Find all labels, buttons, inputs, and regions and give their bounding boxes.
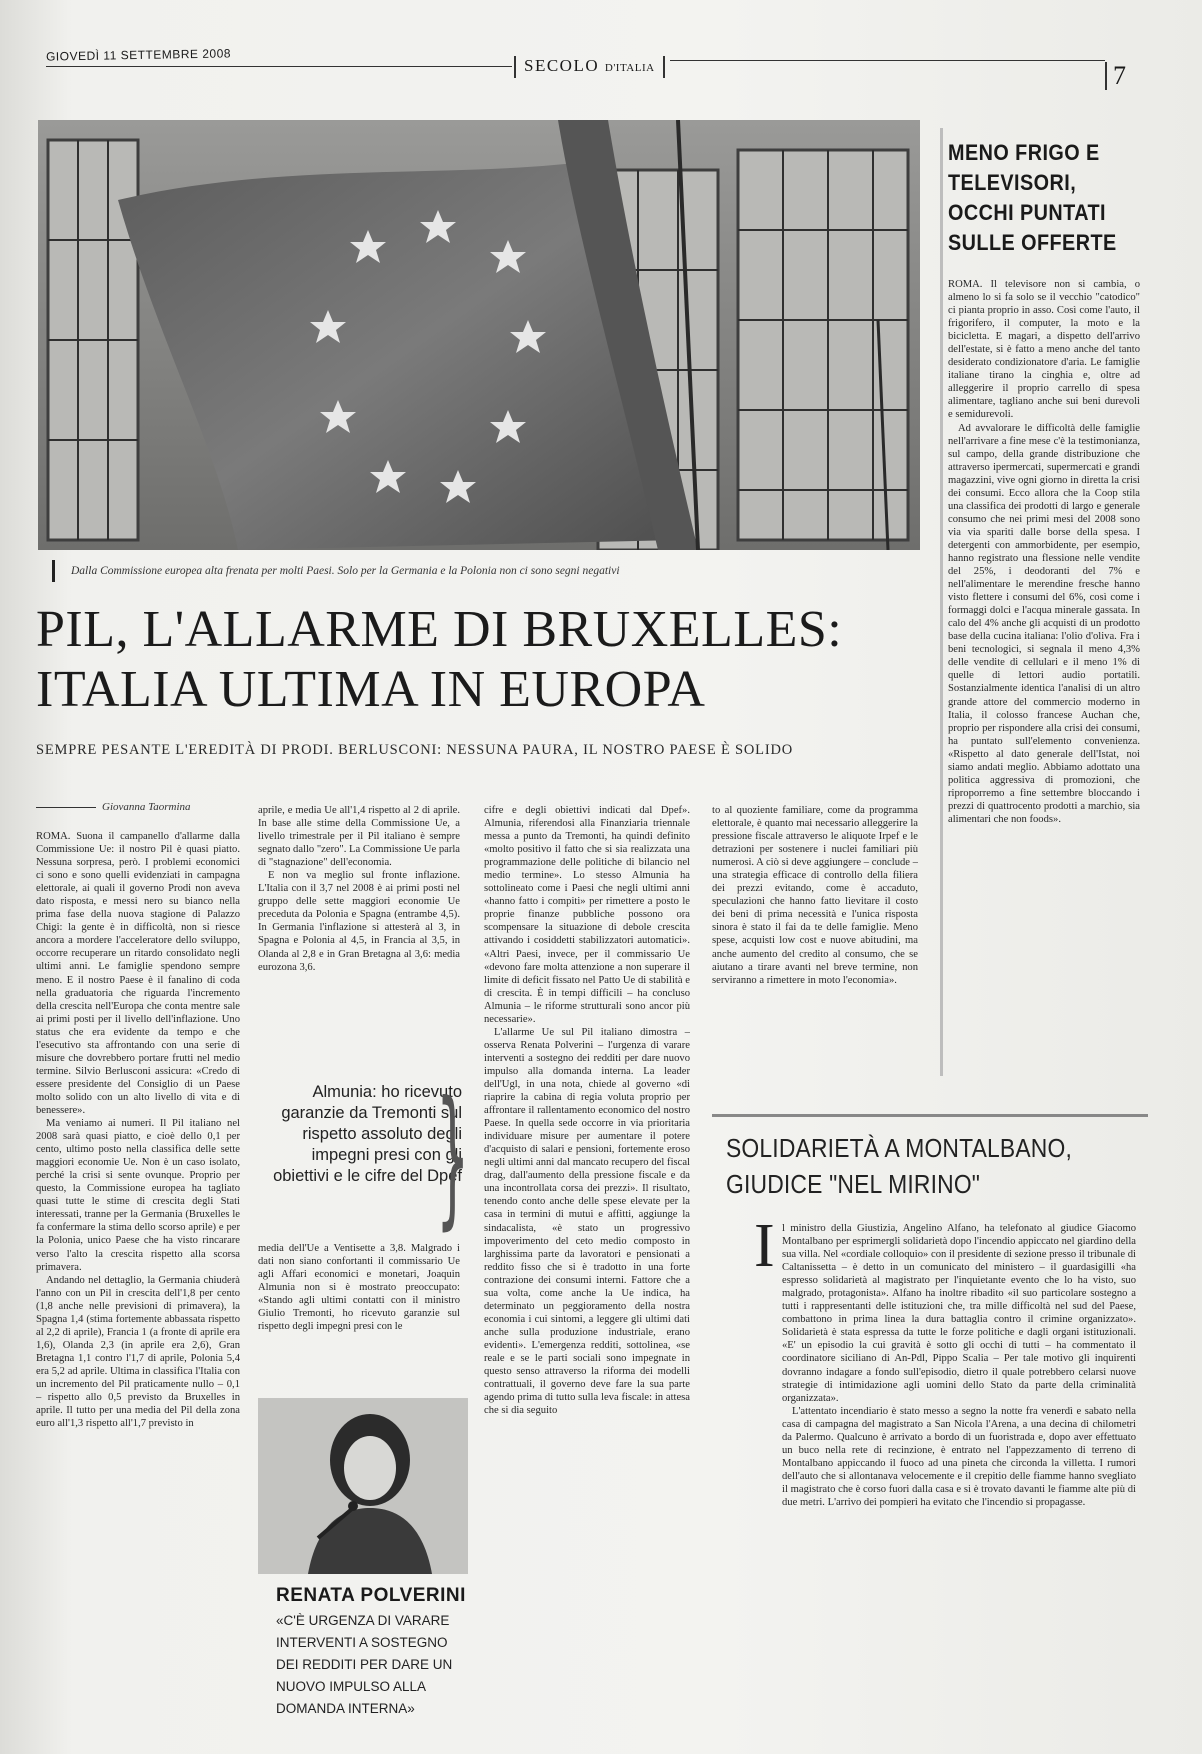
masthead-rule-right	[670, 60, 1105, 61]
drop-cap: I	[754, 1212, 775, 1280]
montalbano-title-line-2: GIUDICE "NEL MIRINO"	[726, 1169, 981, 1199]
headline-line-1: PIL, L'ALLARME DI BRUXELLES:	[36, 601, 843, 658]
article-column-2	[258, 804, 460, 1066]
montalbano-title-line-1: SOLIDARIETÀ A MONTALBANO,	[726, 1133, 1072, 1163]
renata-polverini-photo	[258, 1398, 468, 1574]
page-number: 7	[1105, 62, 1126, 90]
paper-name-main: SECOLO	[524, 56, 600, 75]
montalbano-paragraph: l ministro della Giustizia, Angelino Alfano, ha telefonato al giudice Giacomo Montalbano per esprimergli solidarietà dopo l'incendio appiccato nel giardino della sua villa. Nel «cordiale colloquio» con il presidente di sezione presso il tribunale di Caltanissetta – è detto in un comunicato del ministero – il guardasigilli «ha espresso solidarietà al magistrato per l'inquietante evento che lo ha visto, suo malgrado, protagonista». Alfano ha inoltre ribadito «il suo particolare sostegno a tutti i rappresentanti delle istituzioni che, tra mille difficoltà nel sud del Paese, combattono in prima linea la dura battaglia contro il crimine organizzato». Solidarietà è stata espressa da tutte le forze politiche e dagli organi istituzionali. «E' un episodio la cui gravità è sotto gli occhi di tutti – ha commentato il coordinatore siciliano di An-Pdl, Pippo Scalia – Per tale motivo gli inquirenti dovranno indagare a fondo sull'episodio, dietro il quale potrebbero celarsi nuove strategie di intimidazione agli uomini dello Stato da parte della criminalità organizzata».	[782, 1223, 1136, 1404]
eu-flag-photo	[38, 120, 920, 550]
issue-date: GIOVEDÌ 11 SETTEMBRE 2008	[45, 46, 232, 64]
sidebar-title: MENO FRIGO E TELEVISORI, OCCHI PUNTATI SULLE OFFERTE	[948, 140, 1117, 255]
polverini-quote: «C'È URGENZA DI VARARE INTERVENTI A SOSTEGNO DEI REDDITI PER DARE UN NUOVO IMPULSO ALLA DOMANDA INTERNA»	[276, 1613, 453, 1716]
article-paragraph: ROMA. Suona il campanello d'allarme dalla Commissione Ue: il nostro Pil è quasi piatto. Nessuna sorpresa, però. I problemi economici ci sono e sono quelli evidenziati in campagna elettorale, ai quali il governo Prodi non aveva dato risposta, e messi nero su bianco nella prima fase della nuova stagione di Palazzo Chigi: la gente è in difficoltà, non si riesce ancora a mordere l'acceleratore dello sviluppo, occorre recuperare un ritardo consolidato negli ultimi anni. Le famiglie spendono sempre meno. E il nostro Paese è il fanalino di coda nella graduatoria che riguarda l'incremento della crescita nell'Europa che conta mentre sale ai primi posti per il livello dell'inflazione. Uno status che era evidente da tempo e che l'esecutivo sta affrontando con una serie di misure che dovrebbero portare frutti nel medio termine. Silvio Berlusconi assicura: «Credo di essere presidente del Consiglio di un Paese molto solido con un alto livello di vita e di benessere».	[36, 831, 240, 1116]
byline	[36, 801, 216, 813]
headline-line-2: ITALIA ULTIMA IN EUROPA	[36, 661, 706, 718]
sidebar-paragraph: ROMA. Il televisore non si cambia, o almeno lo si fa solo se il vecchio "catodico" ci pianta proprio in asso. Così come l'auto, il frigorifero, il computer, la moto e la bicicletta. E magari, a dispetto dell'arrivo dell'estate, si è fatto a meno anche del tanto desiderato condizionatore d'aria. Le famiglie italiane tirano la cinghia e, oltre ad alleggerire il proprio carrello di spesa alimentare, tagliano anche sui beni durevoli e semidurevoli.	[948, 279, 1140, 421]
article-column-2-cont	[258, 1242, 460, 1388]
article-column-3	[484, 804, 690, 1680]
article-paragraph: L'allarme Ue sul Pil italiano dimostra – osserva Renata Polverini – l'urgenza di varare interventi a sostegno dei redditi per dare nuovo impulso alla domanda interna. La leader dell'Ugl, in una nota, chiede al governo «di riaprire la cabina di regia voluta proprio per affrontare il rallentamento economico del nostro Paese. In quella sede occorre in via prioritaria individuare misure per aumentare il potere d'acquisto di salari e pensioni, fortemente eroso negli ultimi anni dal mancato recupero del fiscal drag, dall'aumento della pressione fiscale e da una incontrollata corsa dei prezzi». Il risultato, tenendo conto anche delle spese elevate per la casa in termini di mutui e affitti, aggiunge la sindacalista, «è stato un progressivo impoverimento del ceto medio composto in larghissima parte da lavoratori e pensionati a reddito fisso che si è tradotto in una forte contrazione dei consumi interni. Fattore che a sua volta, come anche la Ue indica, ha determinato un peggioramento della nostra economia i cui sintomi, a leggere gli ultimi dati anche sulla produzione industriale, erano evidenti». L'emergenza redditi, sottolinea, «se reale e se le parti sociali sono impegnate in questo senso attraverso la riforma dei modelli contrattuali, il governo deve fare la sua parte agendo prima di tutto sulla leva fiscale: in attesa che si dia seguito	[484, 1026, 690, 1417]
montalbano-paragraph: L'attentato incendiario è stato messo a segno la notte fra venerdì e sabato nella casa di campagna del magistrato a San Nicola l'Arena, a una decina di chilometri da Palermo. Qualcuno è arrivato a bordo di un fuoristrada e, dopo aver effettuato un buco nella rete di recinzione, è entrato nel l'appezzamento di terreno di Montalbano appiccando il fuoco ad una pineta che circonda la villetta. I rumori dell'auto che si allontanava velocemente e il crepitio delle fiamme hanno svegliato il magistrato che è corso fuori dalla casa e si è trovato davanti le fiamme alte più di due metri. L'arrivo dei pompieri ha evitato che l'incendio si propagasse.	[782, 1405, 1136, 1508]
paper-name	[514, 56, 665, 78]
sidebar-paragraph: Ad avvalorare le difficoltà delle famiglie nell'arrivare a fine mese c'è la testimonianza, sul campo, della grande distribuzione che attraverso ipermercati, supermercati e grandi magazzini, vive ogni giorno in diretta la crisi dei consumi. Ecco allora che la Coop stila una classifica dei prodotti di largo e generale consumo che nei primi mesi del 2008 sono via via spariti dalle borse della spesa. I detergenti con ammorbidente, per esempio, hanno registrato una flessione nelle vendite del 25%, i deodoranti del 7% e nell'alimentare le merendine fresche hanno visto flettere i consumi del 6%, così come i formaggi dolci e l'acqua minerale gassata. In calo del 4% anche gli acquisti di un prodotto base della cucina italiana: l'olio d'oliva. Fra i beni tecnologici, si segnala il meno 4,3% delle vendite di cellulari e il meno 1% di quelle di lettori audio portatili. Sostanzialmente identica l'analisi di un altro grande attore del commercio moderno in Italia, il colosso francese Auchan che, proprio per rispondere alla crisi dei consumi, ha puntato sull'elemento convenienza. «Rispetto al dato generale dell'Istat, noi siamo andati meglio. Abbiamo adottato una politica aggressiva di promozioni, che riproporremo a fine settembre bloccando i prezzi di quattrocento prodotti a marchio, sia alimentari che non foods».	[948, 422, 1140, 825]
portrait-illustration	[258, 1398, 468, 1574]
article-paragraph: cifre e degli obiettivi indicati dal Dpef». Almunia, riferendosi alla Finanziaria triennale messa a punto da Tremonti, ha quindi definito «molto positivo il fatto che si sia realizzata una programmazione delle politiche di bilancio nel medio termine». Lo stesso Almunia ha sottolineato come i Paesi che negli ultimi anni «hanno fatto i compiti» per rimettere a posto le proprie finanze pubbliche possono ora scompensare la situazione di debole crescita attivando i cosiddetti stabilizzatori automatici». «Altri Paesi, invece, per il commissario Ue «devono fare molta attenzione a non superare il limite di deficit fissato nel Patto Ue di stabilità e di crescita. È in tempi difficili – ha concluso Almunia – le riforme strutturali sono ancor più necessarie».	[484, 805, 690, 1025]
sidebar-body	[948, 278, 1140, 1068]
pull-quote: Almunia: ho ricevuto garanzie da Tremonti sul rispetto assoluto degli impegni presi con gli obiettivi e le cifre del Dpef	[273, 1083, 462, 1185]
brace-icon: }	[436, 1070, 470, 1244]
photo-caption: Dalla Commissione europea alta frenata per molti Paesi. Solo per la Germania e la Polonia non ci sono segni negativi	[52, 560, 912, 582]
polverini-name: RENATA POLVERINI	[276, 1585, 466, 1606]
article-paragraph: E non va meglio sul fronte inflazione. L'Italia con il 3,7 nel 2008 è ai primi posti nel gruppo delle sette maggiori economie Ue preceduta da Polonia e Spagna (entrambe 4,5). In Germania l'inflazione si attesterà al 3, in Spagna e Polonia al 4,5, in Francia al 3,5, in Olanda al 2,8 e in Gran Bretagna al 3,6: media eurozona 3,6.	[258, 870, 460, 973]
paper-name-suffix: D'ITALIA	[604, 62, 655, 74]
article-paragraph: to al quoziente familiare, come da programma elettorale, è quanto mai necessario alleggerire la pressione fiscale attraverso le aliquote Irpef e le detrazioni per sostenere i nuclei familiari più numerosi. A ciò si deve aggiungere – conclude – una strategia efficace di controllo della filiera dei prezzi evitando, come è accaduto, speculazioni che hanno fatto lievitare il costo dei beni di prima necessità e l'unica risposta sinora è stato il fai da te delle famiglie. Meno spese, acquisti low cost e nuove abitudini, ma anche aumento del credito al consumo, che se aiutano a tirare avanti nel breve termine, non serviranno a rimettere in moto l'economia».	[712, 805, 918, 986]
montalbano-body	[782, 1222, 1136, 1670]
article-paragraph: media dell'Ue a Ventisette a 3,8. Malgrado i dati non siano confortanti il commissario Ue agli Affari economici e monetari, Joaquin Almunia non si è mostrato preoccupato: «Stando agli ultimi contatti con il ministro Giulio Tremonti, ho ricevuto garanzie sul rispetto degli impegni presi con le	[258, 1243, 460, 1333]
masthead-rule	[46, 66, 512, 67]
article-column-4	[712, 804, 918, 1086]
main-headline	[36, 600, 916, 720]
montalbano-title	[726, 1130, 1096, 1202]
subheadline: SEMPRE PESANTE L'EREDITÀ DI PRODI. BERLUSCONI: NESSUNA PAURA, IL NOSTRO PAESE È SOLIDO	[36, 742, 794, 758]
article-paragraph: Ma veniamo ai numeri. Il Pil italiano nel 2008 sarà quasi piatto, e cioè dello 0,1 per cento, ultimo posto nella classifica delle sette maggiori economie Ue. Non è un caso isolato, perché la crisi si sente ovunque. Proprio per questo, la Commissione europea ha tagliato quasi tutte le stime di crescita degli Stati interessati, tranne per la Germania (Bruxelles le fa confermare la stima dello scorso aprile) e per la Polonia, unico Paese che ha visto rincarare verso l'alto la crescita rispetto alla scorsa primavera.	[36, 1118, 240, 1273]
article-paragraph: aprile, e media Ue all'1,4 rispetto al 2 di aprile. In base alle stime della Commissione Ue, a livello trimestrale per il Pil italiano è sempre segnato dallo "zero". La Commissione Ue parla di "stagnazione" dell'economia.	[258, 805, 460, 869]
article-column-1	[36, 830, 240, 1680]
article-paragraph: Andando nel dettaglio, la Germania chiuderà l'anno con un Pil in crescita dell'1,8 per cento (1,8 anche nelle previsioni di primavera), la Spagna 1,4 (stima fortemente abbassata rispetto al 2,2 di aprile), Francia 1 (a fronte di aprile era 1,6), Olanda 2,3 (in aprile era 2,6), Gran Bretagna 1,1 contro l'1,7 di aprile, Polonia 5,4 era 5,2 ad aprile. Ultima in classifica l'Italia con un incremento del Pil praticamente nullo – 0,1 – rispetto allo 0,5 previsto da Bruxelles in aprile. Il tutto per una media del Pil della zona euro all'1,3 rispetto all'1,7 previsto in	[36, 1274, 240, 1430]
eu-flag-illustration	[38, 120, 920, 550]
author-name: Giovanna Taormina	[102, 801, 191, 813]
